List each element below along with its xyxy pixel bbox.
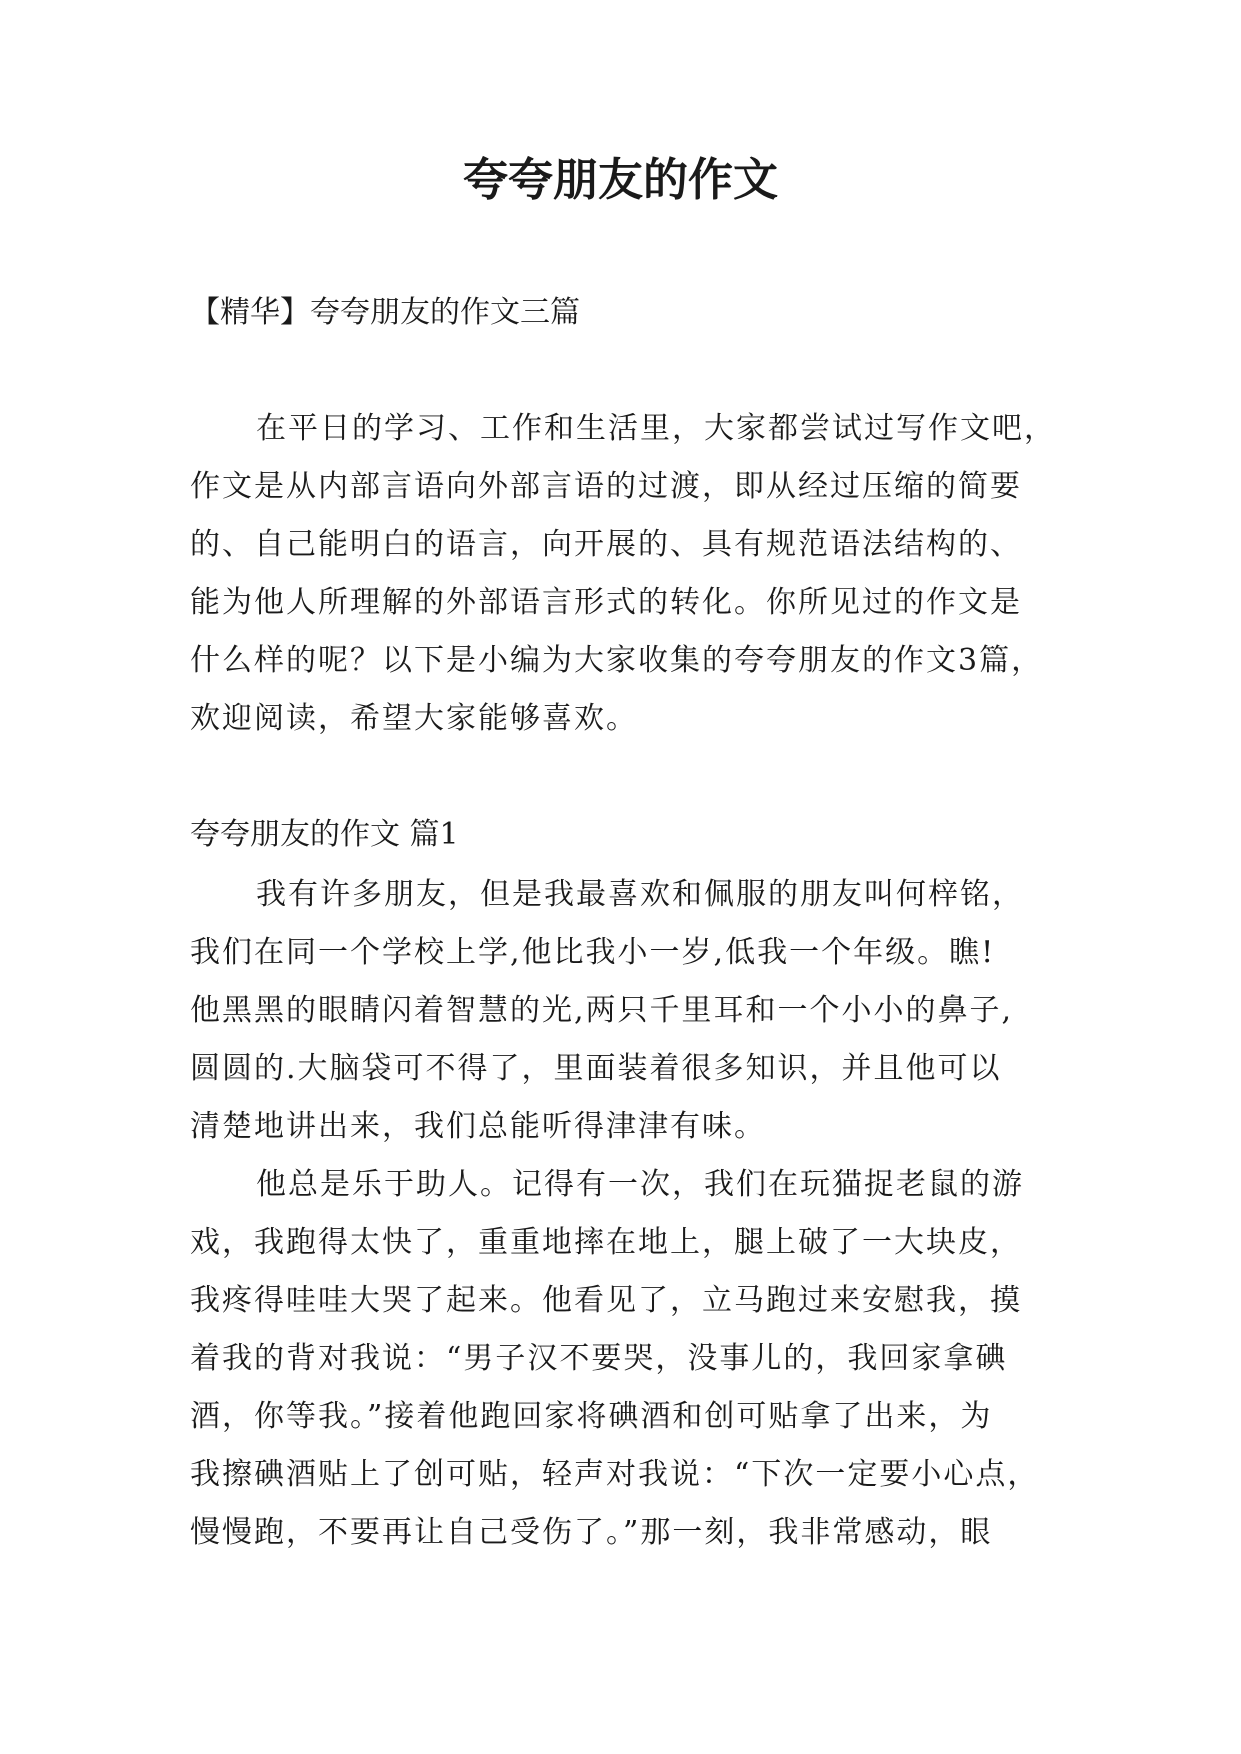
section-body [190, 866, 1070, 1562]
intro-line: 的、自己能明白的语言，向开展的、具有规范语法结构的、 [190, 527, 1022, 562]
intro-line: 什么样的呢？以下是小编为大家收集的夸夸朋友的作文3篇， [190, 643, 1044, 678]
body-line: 我疼得哇哇大哭了起来。他看见了，立马跑过来安慰我，摸 [190, 1283, 1022, 1318]
body-line: 慢慢跑，不要再让自己受伤了。”那一刻，我非常感动，眼 [190, 1515, 993, 1550]
intro-line: 欢迎阅读，希望大家能够喜欢。 [190, 701, 638, 736]
intro-line: 能为他人所理解的外部语言形式的转化。你所见过的作文是 [190, 585, 1022, 620]
section-heading: 夸夸朋友的作文 篇1 [190, 817, 459, 852]
body-line: 戏，我跑得太快了，重重地摔在地上，腿上破了一大块皮， [190, 1225, 1022, 1260]
body-line: 他总是乐于助人。记得有一次，我们在玩猫捉老鼠的游 [256, 1167, 1024, 1202]
body-line: 清楚地讲出来，我们总能听得津津有味。 [190, 1109, 766, 1144]
document-title: 夸夸朋友的作文 [462, 153, 778, 206]
body-line: 我们在同一个学校上学,他比我小一岁,低我一个年级。瞧! [190, 935, 996, 970]
body-line: 我擦碘酒贴上了创可贴，轻声对我说：“下次一定要小心点， [190, 1457, 1040, 1492]
body-line: 圆圆的.大脑袋可不得了，里面装着很多知识，并且他可以 [190, 1051, 1002, 1086]
body-line: 我有许多朋友，但是我最喜欢和佩服的朋友叫何梓铭， [256, 877, 1024, 912]
intro-line: 作文是从内部言语向外部言语的过渡，即从经过压缩的简要 [190, 469, 1022, 504]
intro-line: 在平日的学习、工作和生活里，大家都尝试过写作文吧， [256, 411, 1056, 446]
body-line: 着我的背对我说：“男子汉不要哭，没事儿的，我回家拿碘 [190, 1341, 1008, 1376]
body-line: 他黑黑的眼睛闪着智慧的光,两只千里耳和一个小小的鼻子, [190, 993, 1014, 1028]
document-subtitle: 【精华】夸夸朋友的作文三篇 [190, 295, 580, 330]
intro-paragraph [190, 400, 1070, 748]
body-line: 酒，你等我。”接着他跑回家将碘酒和创可贴拿了出来，为 [190, 1399, 993, 1434]
